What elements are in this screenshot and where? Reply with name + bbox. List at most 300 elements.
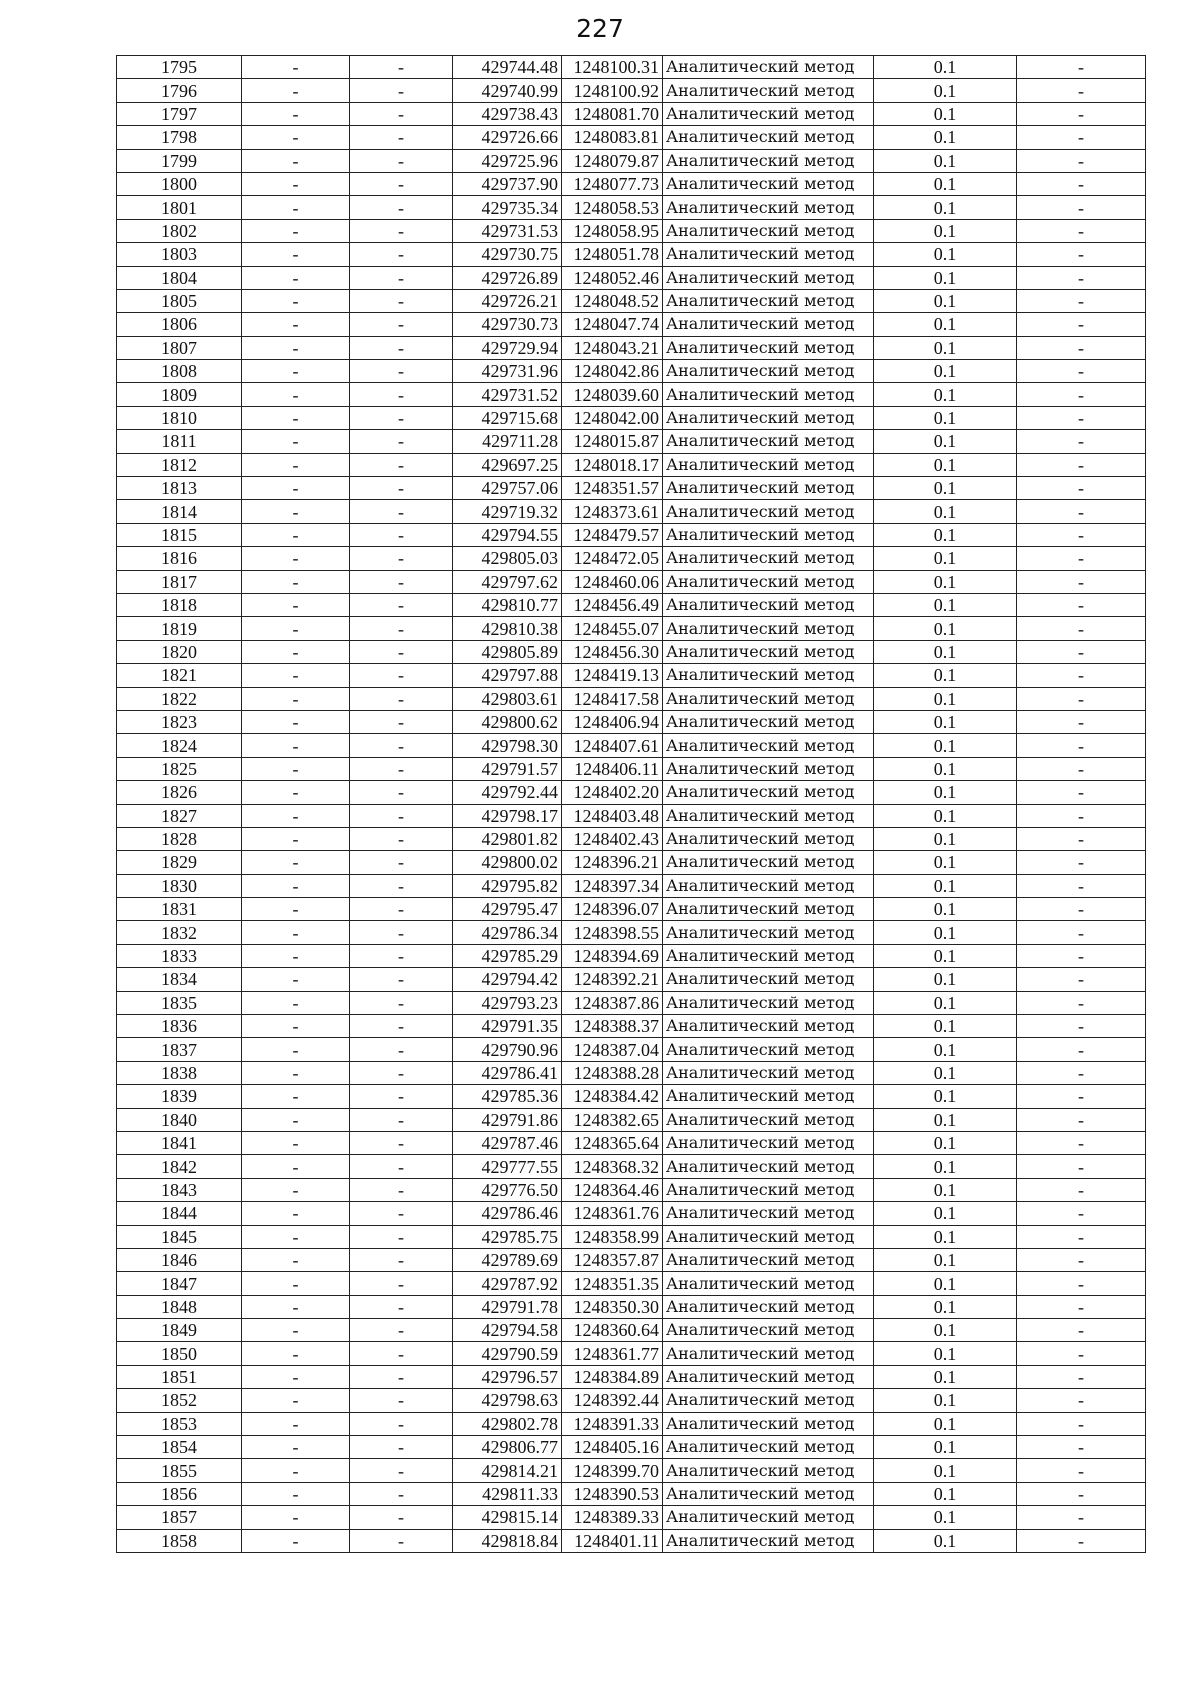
point-number-cell: 1837 (117, 1038, 242, 1061)
accuracy-cell: 0.1 (874, 383, 1017, 406)
x-coordinate-cell: 429757.06 (453, 477, 562, 500)
method-cell: Аналитический метод (663, 1248, 874, 1271)
empty-column-2-cell: - (242, 1482, 350, 1505)
empty-column-2-cell: - (242, 664, 350, 687)
empty-column-8-cell: - (1017, 1342, 1146, 1365)
method-cell: Аналитический метод (663, 126, 874, 149)
table-row (117, 710, 1146, 733)
y-coordinate-cell: 1248396.07 (562, 898, 663, 921)
empty-column-3-cell: - (350, 827, 453, 850)
method-cell: Аналитический метод (663, 243, 874, 266)
point-number-cell: 1824 (117, 734, 242, 757)
x-coordinate-cell: 429786.41 (453, 1061, 562, 1084)
x-coordinate-cell: 429791.35 (453, 1015, 562, 1038)
point-number-cell: 1811 (117, 430, 242, 453)
method-cell: Аналитический метод (663, 570, 874, 593)
empty-column-3-cell: - (350, 1155, 453, 1178)
x-coordinate-cell: 429805.03 (453, 547, 562, 570)
empty-column-2-cell: - (242, 827, 350, 850)
table-row (117, 1389, 1146, 1412)
y-coordinate-cell: 1248382.65 (562, 1108, 663, 1131)
empty-column-8-cell: - (1017, 640, 1146, 663)
empty-column-3-cell: - (350, 1389, 453, 1412)
empty-column-8-cell: - (1017, 1412, 1146, 1435)
table-row (117, 1412, 1146, 1435)
method-cell: Аналитический метод (663, 79, 874, 102)
method-cell: Аналитический метод (663, 219, 874, 242)
empty-column-8-cell: - (1017, 243, 1146, 266)
accuracy-cell: 0.1 (874, 1319, 1017, 1342)
empty-column-2-cell: - (242, 851, 350, 874)
y-coordinate-cell: 1248052.46 (562, 266, 663, 289)
table-row (117, 1272, 1146, 1295)
x-coordinate-cell: 429806.77 (453, 1436, 562, 1459)
table-row (117, 1202, 1146, 1225)
empty-column-8-cell: - (1017, 547, 1146, 570)
empty-column-2-cell: - (242, 126, 350, 149)
accuracy-cell: 0.1 (874, 1459, 1017, 1482)
accuracy-cell: 0.1 (874, 991, 1017, 1014)
accuracy-cell: 0.1 (874, 1085, 1017, 1108)
method-cell: Аналитический метод (663, 56, 874, 79)
method-cell: Аналитический метод (663, 991, 874, 1014)
empty-column-8-cell: - (1017, 734, 1146, 757)
point-number-cell: 1854 (117, 1436, 242, 1459)
table-row (117, 687, 1146, 710)
empty-column-8-cell: - (1017, 1529, 1146, 1552)
table-row (117, 991, 1146, 1014)
empty-column-3-cell: - (350, 1459, 453, 1482)
x-coordinate-cell: 429795.47 (453, 898, 562, 921)
empty-column-2-cell: - (242, 219, 350, 242)
point-number-cell: 1840 (117, 1108, 242, 1131)
accuracy-cell: 0.1 (874, 336, 1017, 359)
empty-column-8-cell: - (1017, 1202, 1146, 1225)
empty-column-3-cell: - (350, 898, 453, 921)
empty-column-8-cell: - (1017, 570, 1146, 593)
point-number-cell: 1842 (117, 1155, 242, 1178)
method-cell: Аналитический метод (663, 710, 874, 733)
empty-column-2-cell: - (242, 1272, 350, 1295)
empty-column-8-cell: - (1017, 172, 1146, 195)
accuracy-cell: 0.1 (874, 1482, 1017, 1505)
empty-column-8-cell: - (1017, 360, 1146, 383)
x-coordinate-cell: 429785.29 (453, 944, 562, 967)
point-number-cell: 1833 (117, 944, 242, 967)
empty-column-2-cell: - (242, 1155, 350, 1178)
y-coordinate-cell: 1248018.17 (562, 453, 663, 476)
empty-column-3-cell: - (350, 477, 453, 500)
table-row (117, 1038, 1146, 1061)
y-coordinate-cell: 1248405.16 (562, 1436, 663, 1459)
empty-column-3-cell: - (350, 56, 453, 79)
empty-column-3-cell: - (350, 126, 453, 149)
table-row (117, 640, 1146, 663)
method-cell: Аналитический метод (663, 500, 874, 523)
empty-column-3-cell: - (350, 406, 453, 429)
empty-column-8-cell: - (1017, 56, 1146, 79)
y-coordinate-cell: 1248358.99 (562, 1225, 663, 1248)
empty-column-8-cell: - (1017, 406, 1146, 429)
point-number-cell: 1823 (117, 710, 242, 733)
x-coordinate-cell: 429711.28 (453, 430, 562, 453)
x-coordinate-cell: 429731.52 (453, 383, 562, 406)
x-coordinate-cell: 429798.17 (453, 804, 562, 827)
y-coordinate-cell: 1248384.89 (562, 1365, 663, 1388)
empty-column-8-cell: - (1017, 313, 1146, 336)
accuracy-cell: 0.1 (874, 523, 1017, 546)
y-coordinate-cell: 1248388.28 (562, 1061, 663, 1084)
coordinates-table (116, 55, 1146, 1553)
empty-column-3-cell: - (350, 1225, 453, 1248)
empty-column-8-cell: - (1017, 944, 1146, 967)
y-coordinate-cell: 1248389.33 (562, 1506, 663, 1529)
empty-column-3-cell: - (350, 1529, 453, 1552)
y-coordinate-cell: 1248043.21 (562, 336, 663, 359)
empty-column-3-cell: - (350, 360, 453, 383)
empty-column-2-cell: - (242, 898, 350, 921)
empty-column-3-cell: - (350, 453, 453, 476)
y-coordinate-cell: 1248100.92 (562, 79, 663, 102)
empty-column-3-cell: - (350, 1061, 453, 1084)
x-coordinate-cell: 429803.61 (453, 687, 562, 710)
x-coordinate-cell: 429793.23 (453, 991, 562, 1014)
empty-column-2-cell: - (242, 781, 350, 804)
empty-column-2-cell: - (242, 1459, 350, 1482)
empty-column-8-cell: - (1017, 898, 1146, 921)
empty-column-3-cell: - (350, 1506, 453, 1529)
empty-column-8-cell: - (1017, 757, 1146, 780)
empty-column-3-cell: - (350, 664, 453, 687)
method-cell: Аналитический метод (663, 968, 874, 991)
accuracy-cell: 0.1 (874, 360, 1017, 383)
table-row (117, 1365, 1146, 1388)
x-coordinate-cell: 429731.53 (453, 219, 562, 242)
y-coordinate-cell: 1248417.58 (562, 687, 663, 710)
x-coordinate-cell: 429810.38 (453, 617, 562, 640)
empty-column-3-cell: - (350, 266, 453, 289)
table-row (117, 266, 1146, 289)
method-cell: Аналитический метод (663, 851, 874, 874)
table-row (117, 874, 1146, 897)
accuracy-cell: 0.1 (874, 664, 1017, 687)
x-coordinate-cell: 429786.34 (453, 921, 562, 944)
table-row (117, 547, 1146, 570)
empty-column-8-cell: - (1017, 827, 1146, 850)
x-coordinate-cell: 429791.86 (453, 1108, 562, 1131)
table-row (117, 79, 1146, 102)
y-coordinate-cell: 1248390.53 (562, 1482, 663, 1505)
x-coordinate-cell: 429787.92 (453, 1272, 562, 1295)
empty-column-2-cell: - (242, 196, 350, 219)
point-number-cell: 1844 (117, 1202, 242, 1225)
empty-column-2-cell: - (242, 79, 350, 102)
table-row (117, 570, 1146, 593)
point-number-cell: 1835 (117, 991, 242, 1014)
point-number-cell: 1820 (117, 640, 242, 663)
y-coordinate-cell: 1248384.42 (562, 1085, 663, 1108)
point-number-cell: 1826 (117, 781, 242, 804)
table-row (117, 617, 1146, 640)
table-row (117, 172, 1146, 195)
accuracy-cell: 0.1 (874, 1412, 1017, 1435)
table-row (117, 289, 1146, 312)
table-row (117, 921, 1146, 944)
point-number-cell: 1815 (117, 523, 242, 546)
accuracy-cell: 0.1 (874, 196, 1017, 219)
table-row (117, 1529, 1146, 1552)
y-coordinate-cell: 1248047.74 (562, 313, 663, 336)
y-coordinate-cell: 1248392.44 (562, 1389, 663, 1412)
point-number-cell: 1830 (117, 874, 242, 897)
x-coordinate-cell: 429719.32 (453, 500, 562, 523)
accuracy-cell: 0.1 (874, 874, 1017, 897)
empty-column-2-cell: - (242, 1085, 350, 1108)
empty-column-8-cell: - (1017, 289, 1146, 312)
point-number-cell: 1797 (117, 102, 242, 125)
point-number-cell: 1839 (117, 1085, 242, 1108)
method-cell: Аналитический метод (663, 1365, 874, 1388)
y-coordinate-cell: 1248479.57 (562, 523, 663, 546)
empty-column-8-cell: - (1017, 1459, 1146, 1482)
empty-column-3-cell: - (350, 500, 453, 523)
y-coordinate-cell: 1248051.78 (562, 243, 663, 266)
point-number-cell: 1796 (117, 79, 242, 102)
empty-column-8-cell: - (1017, 921, 1146, 944)
accuracy-cell: 0.1 (874, 617, 1017, 640)
y-coordinate-cell: 1248042.00 (562, 406, 663, 429)
empty-column-2-cell: - (242, 710, 350, 733)
table-row (117, 1155, 1146, 1178)
method-cell: Аналитический метод (663, 477, 874, 500)
method-cell: Аналитический метод (663, 336, 874, 359)
empty-column-2-cell: - (242, 243, 350, 266)
empty-column-3-cell: - (350, 1248, 453, 1271)
empty-column-2-cell: - (242, 687, 350, 710)
empty-column-2-cell: - (242, 640, 350, 663)
empty-column-3-cell: - (350, 547, 453, 570)
y-coordinate-cell: 1248364.46 (562, 1178, 663, 1201)
empty-column-2-cell: - (242, 1506, 350, 1529)
y-coordinate-cell: 1248406.94 (562, 710, 663, 733)
empty-column-2-cell: - (242, 874, 350, 897)
x-coordinate-cell: 429805.89 (453, 640, 562, 663)
point-number-cell: 1808 (117, 360, 242, 383)
y-coordinate-cell: 1248100.31 (562, 56, 663, 79)
empty-column-3-cell: - (350, 1412, 453, 1435)
empty-column-8-cell: - (1017, 523, 1146, 546)
empty-column-2-cell: - (242, 289, 350, 312)
x-coordinate-cell: 429814.21 (453, 1459, 562, 1482)
accuracy-cell: 0.1 (874, 1506, 1017, 1529)
point-number-cell: 1841 (117, 1131, 242, 1154)
empty-column-2-cell: - (242, 523, 350, 546)
empty-column-2-cell: - (242, 453, 350, 476)
method-cell: Аналитический метод (663, 1155, 874, 1178)
table-row (117, 1482, 1146, 1505)
empty-column-8-cell: - (1017, 804, 1146, 827)
method-cell: Аналитический метод (663, 1061, 874, 1084)
empty-column-8-cell: - (1017, 1108, 1146, 1131)
method-cell: Аналитический метод (663, 1412, 874, 1435)
point-number-cell: 1804 (117, 266, 242, 289)
table-row (117, 1342, 1146, 1365)
accuracy-cell: 0.1 (874, 1061, 1017, 1084)
table-row (117, 149, 1146, 172)
empty-column-2-cell: - (242, 617, 350, 640)
empty-column-8-cell: - (1017, 991, 1146, 1014)
empty-column-8-cell: - (1017, 336, 1146, 359)
table-row (117, 1295, 1146, 1318)
empty-column-8-cell: - (1017, 1365, 1146, 1388)
empty-column-8-cell: - (1017, 664, 1146, 687)
accuracy-cell: 0.1 (874, 687, 1017, 710)
y-coordinate-cell: 1248403.48 (562, 804, 663, 827)
x-coordinate-cell: 429785.75 (453, 1225, 562, 1248)
x-coordinate-cell: 429794.55 (453, 523, 562, 546)
accuracy-cell: 0.1 (874, 102, 1017, 125)
table-row (117, 944, 1146, 967)
table-row (117, 1459, 1146, 1482)
table-row (117, 1225, 1146, 1248)
y-coordinate-cell: 1248392.21 (562, 968, 663, 991)
empty-column-2-cell: - (242, 757, 350, 780)
empty-column-8-cell: - (1017, 1085, 1146, 1108)
accuracy-cell: 0.1 (874, 898, 1017, 921)
method-cell: Аналитический метод (663, 266, 874, 289)
point-number-cell: 1834 (117, 968, 242, 991)
method-cell: Аналитический метод (663, 523, 874, 546)
x-coordinate-cell: 429731.96 (453, 360, 562, 383)
table-row (117, 56, 1146, 79)
empty-column-8-cell: - (1017, 1061, 1146, 1084)
method-cell: Аналитический метод (663, 1436, 874, 1459)
empty-column-3-cell: - (350, 102, 453, 125)
accuracy-cell: 0.1 (874, 1529, 1017, 1552)
y-coordinate-cell: 1248402.43 (562, 827, 663, 850)
empty-column-2-cell: - (242, 1436, 350, 1459)
accuracy-cell: 0.1 (874, 406, 1017, 429)
point-number-cell: 1827 (117, 804, 242, 827)
accuracy-cell: 0.1 (874, 1436, 1017, 1459)
method-cell: Аналитический метод (663, 1319, 874, 1342)
y-coordinate-cell: 1248396.21 (562, 851, 663, 874)
accuracy-cell: 0.1 (874, 313, 1017, 336)
accuracy-cell: 0.1 (874, 593, 1017, 616)
empty-column-8-cell: - (1017, 453, 1146, 476)
point-number-cell: 1817 (117, 570, 242, 593)
table-row (117, 664, 1146, 687)
empty-column-2-cell: - (242, 1248, 350, 1271)
empty-column-2-cell: - (242, 477, 350, 500)
method-cell: Аналитический метод (663, 430, 874, 453)
x-coordinate-cell: 429735.34 (453, 196, 562, 219)
accuracy-cell: 0.1 (874, 1295, 1017, 1318)
empty-column-2-cell: - (242, 593, 350, 616)
accuracy-cell: 0.1 (874, 126, 1017, 149)
y-coordinate-cell: 1248368.32 (562, 1155, 663, 1178)
method-cell: Аналитический метод (663, 289, 874, 312)
empty-column-2-cell: - (242, 1342, 350, 1365)
empty-column-2-cell: - (242, 1108, 350, 1131)
point-number-cell: 1807 (117, 336, 242, 359)
empty-column-8-cell: - (1017, 1389, 1146, 1412)
y-coordinate-cell: 1248350.30 (562, 1295, 663, 1318)
empty-column-8-cell: - (1017, 593, 1146, 616)
point-number-cell: 1836 (117, 1015, 242, 1038)
accuracy-cell: 0.1 (874, 781, 1017, 804)
empty-column-8-cell: - (1017, 617, 1146, 640)
y-coordinate-cell: 1248351.35 (562, 1272, 663, 1295)
point-number-cell: 1814 (117, 500, 242, 523)
y-coordinate-cell: 1248406.11 (562, 757, 663, 780)
point-number-cell: 1828 (117, 827, 242, 850)
x-coordinate-cell: 429776.50 (453, 1178, 562, 1201)
empty-column-2-cell: - (242, 968, 350, 991)
y-coordinate-cell: 1248472.05 (562, 547, 663, 570)
y-coordinate-cell: 1248058.53 (562, 196, 663, 219)
point-number-cell: 1825 (117, 757, 242, 780)
empty-column-3-cell: - (350, 710, 453, 733)
x-coordinate-cell: 429794.42 (453, 968, 562, 991)
empty-column-3-cell: - (350, 921, 453, 944)
empty-column-3-cell: - (350, 804, 453, 827)
y-coordinate-cell: 1248015.87 (562, 430, 663, 453)
y-coordinate-cell: 1248398.55 (562, 921, 663, 944)
accuracy-cell: 0.1 (874, 500, 1017, 523)
empty-column-2-cell: - (242, 1038, 350, 1061)
empty-column-8-cell: - (1017, 1225, 1146, 1248)
table-row (117, 781, 1146, 804)
method-cell: Аналитический метод (663, 734, 874, 757)
empty-column-8-cell: - (1017, 126, 1146, 149)
table-row (117, 593, 1146, 616)
empty-column-3-cell: - (350, 1342, 453, 1365)
point-number-cell: 1795 (117, 56, 242, 79)
empty-column-8-cell: - (1017, 477, 1146, 500)
x-coordinate-cell: 429794.58 (453, 1319, 562, 1342)
empty-column-3-cell: - (350, 640, 453, 663)
empty-column-8-cell: - (1017, 79, 1146, 102)
accuracy-cell: 0.1 (874, 219, 1017, 242)
table-row (117, 313, 1146, 336)
method-cell: Аналитический метод (663, 1108, 874, 1131)
empty-column-8-cell: - (1017, 1436, 1146, 1459)
accuracy-cell: 0.1 (874, 827, 1017, 850)
x-coordinate-cell: 429790.96 (453, 1038, 562, 1061)
accuracy-cell: 0.1 (874, 710, 1017, 733)
table-row (117, 898, 1146, 921)
empty-column-3-cell: - (350, 968, 453, 991)
x-coordinate-cell: 429818.84 (453, 1529, 562, 1552)
point-number-cell: 1802 (117, 219, 242, 242)
empty-column-2-cell: - (242, 1015, 350, 1038)
y-coordinate-cell: 1248361.77 (562, 1342, 663, 1365)
empty-column-2-cell: - (242, 1202, 350, 1225)
point-number-cell: 1812 (117, 453, 242, 476)
accuracy-cell: 0.1 (874, 1365, 1017, 1388)
empty-column-8-cell: - (1017, 1131, 1146, 1154)
point-number-cell: 1819 (117, 617, 242, 640)
table-row (117, 196, 1146, 219)
empty-column-2-cell: - (242, 500, 350, 523)
accuracy-cell: 0.1 (874, 851, 1017, 874)
point-number-cell: 1798 (117, 126, 242, 149)
x-coordinate-cell: 429726.66 (453, 126, 562, 149)
y-coordinate-cell: 1248407.61 (562, 734, 663, 757)
empty-column-3-cell: - (350, 851, 453, 874)
method-cell: Аналитический метод (663, 1131, 874, 1154)
